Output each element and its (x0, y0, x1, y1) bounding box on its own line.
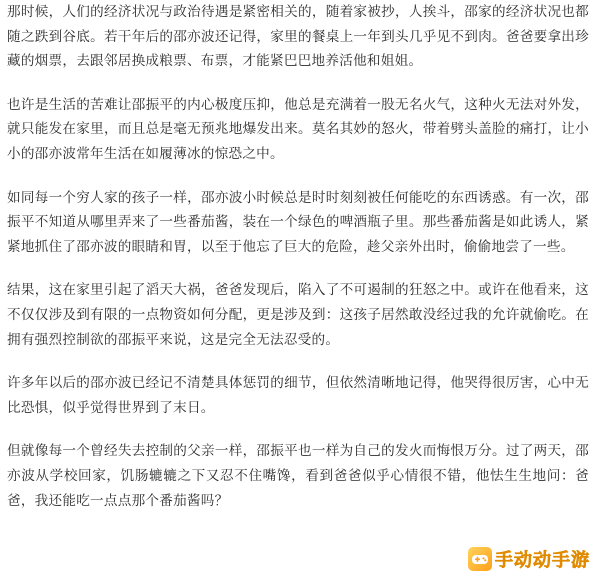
game-controller-icon (468, 547, 492, 571)
paragraph-2: 也许是生活的苦难让邵振平的内心极度压抑，他总是充满着一股无名火气，这种火无法对外发，就只能发在家里，而且总是毫无预兆地爆发出来。莫名其妙的怒火，带着劈头盖脸的痛打，让小小的邵亦波常年生活在如履薄冰的惊恐之中。 (7, 96, 589, 162)
article-body (7, 0, 589, 513)
paragraph-6: 但就像每一个曾经失去控制的父亲一样，邵振平也一样为自己的发火而悔恨万分。过了两天，邵亦波从学校回家，饥肠辘辘之下又忍不住嘴馋，看到爸爸似乎心情很不错，他怯生生地问：爸爸，我还能吃一点点那个番茄酱吗？ (7, 443, 589, 509)
paragraph-5: 许多年以后的邵亦波已经记不清楚具体惩罚的细节，但依然清晰地记得，他哭得很厉害，心中无比恐惧，似乎觉得世界到了末日。 (7, 375, 589, 416)
paragraph-3: 如同每一个穷人家的孩子一样，邵亦波小时候总是时时刻刻被任何能吃的东西诱惑。有一次，邵振平不知道从哪里弄来了一些番茄酱，装在一个绿色的啤酒瓶子里。那些番茄酱是如此诱人，紧紧地抓住了邵亦波的眼睛和胃，以至于他忘了巨大的危险，趁父亲外出时，偷偷地尝了一些。 (7, 189, 589, 255)
paragraph-4: 结果，这在家里引起了滔天大祸，爸爸发现后，陷入了不可遏制的狂怒之中。或许在他看来，这不仅仅涉及到有限的一点物资如何分配，更是涉及到：这孩子居然敢没经过我的允许就偷吃。在拥有强烈控制欲的邵振平来说，这是完全无法忍受的。 (7, 282, 589, 348)
site-watermark (468, 546, 590, 572)
paragraph-1: 那时候，人们的经济状况与政治待遇是紧密相关的，随着家被抄，人挨斗，邵家的经济状况也都随之跌到谷底。若干年后的邵亦波还记得，家里的餐桌上一年到头几乎见不到肉。爸爸要拿出珍藏的烟票，去跟邻居换成粮票、布票，才能紧巴巴地养活他和姐姐。 (7, 4, 589, 70)
watermark-text: 手动动手游 (495, 550, 590, 571)
